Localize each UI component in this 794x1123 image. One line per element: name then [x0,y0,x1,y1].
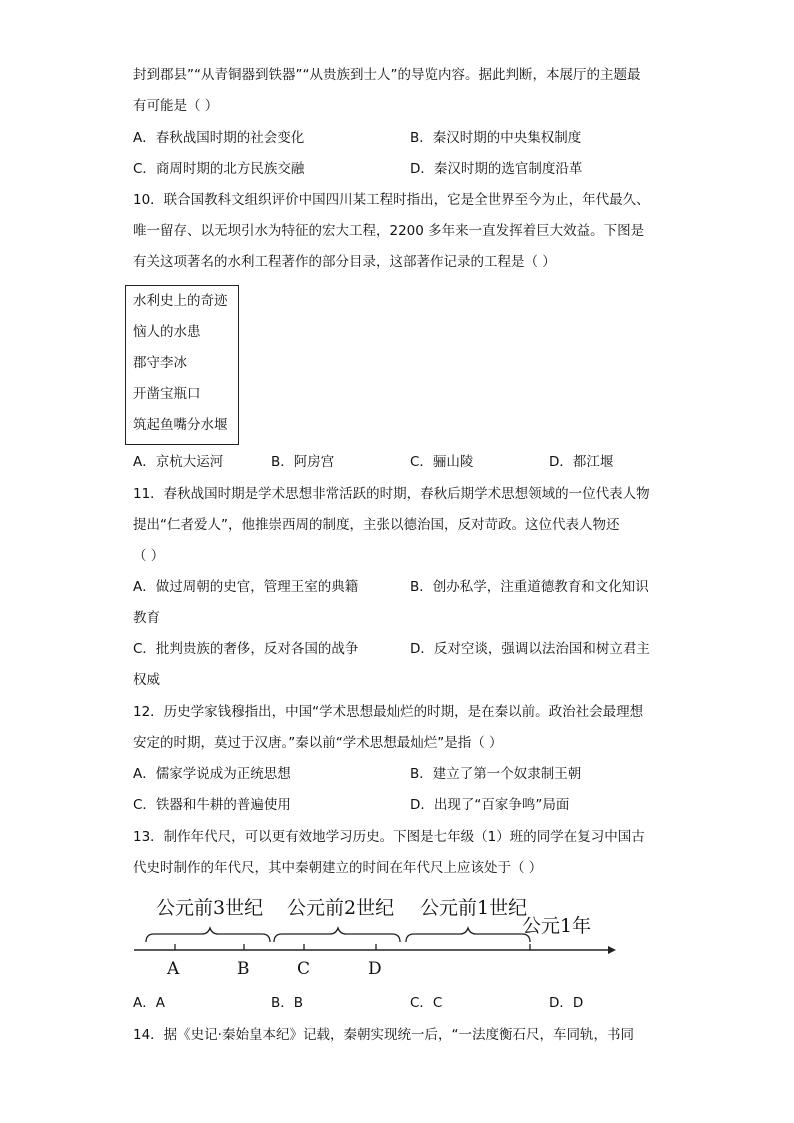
q12-option-c[interactable]: C．铁器和牛耕的普遍使用 [133,797,291,813]
q13-option-c[interactable]: C．C [410,995,443,1011]
q12-option-d[interactable]: D．出现了“百家争鸣”局面 [410,797,570,813]
q11-option-b-cont: 教育 [133,610,160,626]
q11-stem-line1: 11．春秋战国时期是学术思想非常活跃的时期，春秋后期学术思想领域的一位代表人物 [133,486,650,502]
q13-option-d[interactable]: D．D [549,995,584,1011]
q10-stem-line1: 10．联合国教科文组织评价中国四川某工程时指出，它是全世界至今为止，年代最久、 [133,192,650,208]
q11-stem-line2: 提出“仁者爱人”，他推崇西周的制度，主张以德治国，反对苛政。这位代表人物还 [133,517,620,533]
q9-option-c[interactable]: C．商周时期的北方民族交融 [133,161,305,177]
q11-option-d[interactable]: D．反对空谈，强调以法治国和树立君主 [410,641,650,657]
q13-option-b[interactable]: B．B [271,995,304,1011]
q9-stem-line1: 封到郡县”“从青铜器到铁器”“从贵族到士人”的导览内容。据此判断，本展厅的主题最 [133,67,641,83]
q11-option-b[interactable]: B．创办私学，注重道德教育和文化知识 [410,579,649,595]
q12-option-b[interactable]: B．建立了第一个奴隶制王朝 [410,766,582,782]
toc-item: 水利史上的奇迹 [133,293,228,309]
century-brace [406,928,530,942]
century-label: 公元前2世纪 [287,897,395,919]
century-brace [274,928,400,942]
q9-option-d[interactable]: D．秦汉时期的选官制度沿革 [410,161,583,177]
century-label: 公元前1世纪 [420,897,528,919]
timeline-point-b: B [237,959,250,979]
toc-item: 恼人的水患 [133,324,201,340]
q13-stem-line1: 13．制作年代尺，可以更有效地学习历史。下图是七年级（1）班的同学在复习中国古 [133,829,645,845]
toc-item: 筑起鱼嘴分水堰 [133,417,228,433]
q13-stem-line2: 代史时制作的年代尺，其中秦朝建立的时间在年代尺上应该处于（ ） [133,860,543,876]
q12-stem-line1: 12．历史学家钱穆指出，中国“学术思想最灿烂的时期，是在秦以前。政治社会最理想 [133,704,644,720]
q10-option-b[interactable]: B．阿房宫 [271,454,335,470]
q11-stem-line3: （ ） [133,548,165,564]
q10-option-c[interactable]: C．骊山陵 [410,454,474,470]
century-label: 公元前3世纪 [156,897,264,919]
q13-option-a[interactable]: A．A [133,995,165,1011]
toc-item: 开凿宝瓶口 [133,386,201,402]
timeline-point-d: D [368,959,382,979]
q11-option-d-cont: 权威 [133,672,160,688]
year-one-label: 公元1年 [522,915,592,937]
q11-option-a[interactable]: A．做过周朝的史官，管理王室的典籍 [133,579,359,595]
q9-stem-line2: 有可能是（ ） [133,98,219,114]
q14-stem-line1: 14．据《史记·秦始皇本纪》记载，秦朝实现统一后，“一法度衡石尺，车同轨，书同 [133,1027,634,1043]
q10-option-a[interactable]: A．京杭大运河 [133,454,224,470]
q12-option-a[interactable]: A．儒家学说成为正统思想 [133,766,291,782]
q10-stem-line2: 唯一留存、以无坝引水为特征的宏大工程，2200 多年来一直发挥着巨大效益。下图是 [133,223,645,239]
q10-stem-line3: 有关这项著名的水利工程著作的部分目录，这部著作记录的工程是（ ） [133,254,556,270]
timeline-arrow [608,946,616,954]
timeline-point-a: A [167,959,180,979]
timeline-figure [130,890,630,982]
q9-option-b[interactable]: B．秦汉时期的中央集权制度 [410,130,582,146]
q10-table-of-contents [125,285,239,445]
q11-option-c[interactable]: C．批判贵族的奢侈，反对各国的战争 [133,641,359,657]
q10-option-d[interactable]: D．都江堰 [549,454,614,470]
q9-option-a[interactable]: A．春秋战国时期的社会变化 [133,130,305,146]
century-brace [146,928,270,942]
toc-item: 郡守李冰 [133,355,187,371]
q12-stem-line2: 安定的时期，莫过于汉唐。”秦以前“学术思想最灿烂”是指（ ） [133,735,503,751]
timeline-point-c: C [297,959,311,979]
